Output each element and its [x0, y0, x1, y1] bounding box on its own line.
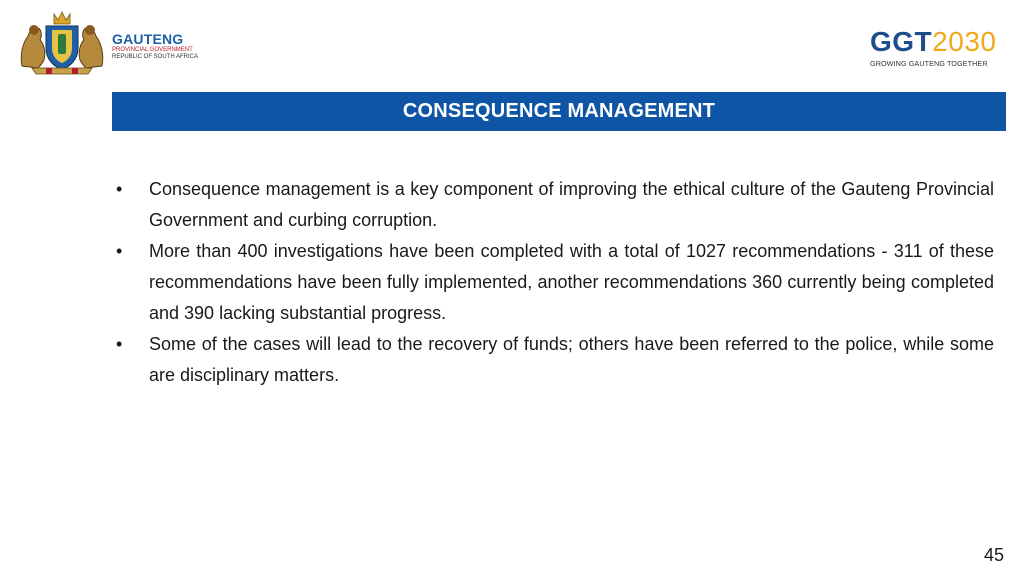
ggt-mark-part1: GGT	[870, 26, 933, 57]
bullet-text: More than 400 investigations have been completed with a total of 1027 recommendations - 311 of these recommendations have been fully implemented, another recommendations 360 currently being completed and 390 lacking substantial progress.	[149, 241, 994, 323]
coat-of-arms-icon	[16, 8, 108, 76]
bullet-dot-icon: •	[116, 241, 123, 261]
bullet-item	[116, 329, 994, 391]
bullet-dot-icon: •	[116, 334, 123, 354]
slide-title: CONSEQUENCE MANAGEMENT	[402, 100, 716, 122]
title-bar	[112, 92, 1006, 131]
bullet-item	[116, 174, 994, 236]
gauteng-logo	[16, 8, 216, 76]
ggt-mark-part2: 2030	[932, 26, 997, 57]
bullet-text: Some of the cases will lead to the recovery of funds; others have been referred to the police, while some are disciplinary matters.	[149, 334, 994, 385]
bullet-dot-icon: •	[116, 179, 123, 199]
bullet-text: Consequence management is a key component of improving the ethical culture of the Gauteng Provincial Government and curbing corruption.	[149, 179, 994, 230]
gauteng-subtitle-provincial: PROVINCIAL GOVERNMENT	[112, 47, 193, 53]
ggt2030-logo	[870, 28, 1002, 68]
page-number: 45	[983, 545, 1004, 565]
ggt2030-tagline: GROWING GAUTENG TOGETHER	[870, 59, 988, 68]
ggt2030-mark	[870, 28, 1002, 56]
bullet-item	[116, 236, 994, 329]
gauteng-logo-text	[112, 32, 198, 61]
gauteng-title: GAUTENG	[112, 31, 184, 47]
bullet-list	[116, 174, 994, 391]
gauteng-subtitle-republic: REPUBLIC OF SOUTH AFRICA	[112, 54, 199, 60]
